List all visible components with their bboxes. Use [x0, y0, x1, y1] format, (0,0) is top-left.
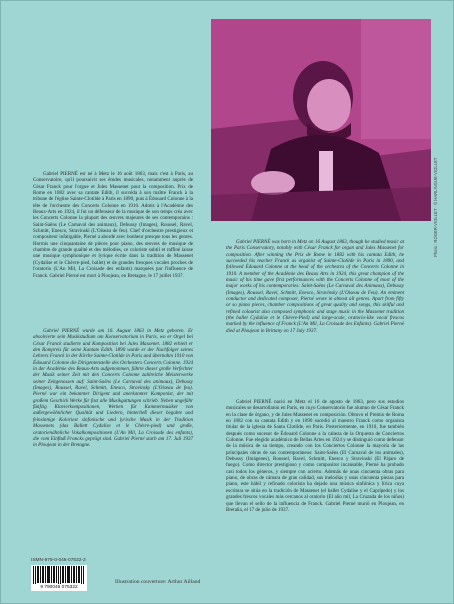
french-biography — [33, 171, 193, 279]
photo-credit-text: Photo : ROGER-VIOLLET · © HARLINGUE-VIOLLET — [433, 157, 438, 257]
barcode-number: 9 790046 075322 — [31, 584, 87, 591]
spanish-biography — [226, 399, 404, 513]
french-paragraph: Gabriel PIERNÉ est né à Metz le 16 août 1863, mais c'est à Paris, au Conservatoire, qu'il poursuivit ses études musicales, notamment auprès de César Franck pour l'orgue et Jules Massenet pour la composition. Prix de Rome en 1882 avec sa cantate Edith, il succéda à son maître Franck à la tribune de l'église Sainte-Clotilde à Paris en 1890, puis à Édouard Colonne à la tête de l'orchestre des Concerts Colonne en 1910. Admis à l'Académie des Beaux-Arts en 1924, il fut un défenseur de la musique de son temps créa avec les Concerts Colonne la plupart des œuvres majeures de ses contemporains : Saint-Saëns (Le Carnaval des animaux), Debussy (Images), Roussel, Ravel, Schmitt, Enesco, Stravinski (L'Oiseau de feu). Chef d'orchestre prestigieux et compositeur infatigable, Pierné a abordé avec bonheur presque tous les genres. Hormis une cinquantaine de pièces pour piano, des œuvres de musique de chambre de grande qualité et des mélodies, ce coloriste subtil et raffiné laisse une musique symphonique et lyrique écrite dans la tradition de Massenet (Cydalise et le Chèvre-pied, ballet) et de grandes fresques vocales proches de l'oratorio (L'An Mil, La Croisade des enfants) marquées par l'influence de Franck. Gabriel Pierné est mort à Ploujean, en Bretagne, le 17 juillet 1937. — [33, 171, 193, 279]
english-paragraph: Gabriel PIERNÉ was born in Metz on 16 August 1863, though he studied music at the Paris Conservatory, notably with César Franck for organ and Jules Massenet for composition. After winning the Prix de Rome in 1882 with his cantata Edith, he succeeded his teacher Franck as organist of Sainte-Clotilde in Paris in 1890, and followed Édouard Colonne at the head of the orchestra of the Concerts Colonne in 1910. A member of the Académie des Beaux Arts in 1924, this great champion of the music of his time gave first performances with the Concerts Colonne of most of the major works of his contemporaries: Saint-Saëns (Le Carnaval des Animaux), Debussy (Images), Roussel, Ravel, Schmitt, Enesco, Stravinsky (L'Oiseau de Feu). An eminent conductor and dedicated composer, Pierné wrote in almost all genres. Apart from fifty or so piano pieces, chamber compositions of great quality and songs, this skilful and refined colourist also composed symphonic and stage music in the Massenet tradition (the ballet Cydalise et le Chèvre-Pied) and large-scale, oratorio-like vocal frescos marked by the influence of Franck (L'An Mil, La Croisade des Enfants). Gabriel Pierné died at Ploujean in Brittany on 17 July 1937. — [226, 239, 404, 334]
illustration-credit: Illustration couverture: Arthur Ailland — [115, 579, 201, 585]
german-paragraph: Gabriel PIERNÉ wurde am 16. August 1863 in Metz geboren. Er absolvierte sein Musikstudium am Konservatorium in Paris, wo er Orgel bei César Franck studierte und Komposition bei Jules Massenet. 1882 erhielt er den Rompreis für seine Kantate Edith. 1890 wurde er der Nachfolger seines Lehrers Franck in der Kirche Sainte-Clotilde in Paris und übernahm 1910 von Édouard Colonne die Dirigentenstelle des Orchesters Concerts Colonne. 1924 in der Académie des Beaux-Arts aufgenommen, führte dieser große Verfechter der Musik seiner Zeit mit den Concerts Colonne zahlreiche Meisterwerke seiner Zeitgenossen auf: Saint-Saëns (Le Carnaval des animaux), Debussy (Images), Roussel, Ravel, Schmitt, Enesco, Stravinsky (L'Oiseau de feu). Pierné war ein bekannter Dirigent und anerkannter Komponist, der mit großem Geschick Werke für fast alle Musikgattungen schrieb. Neben ungefähr fünfzig Klavierkompositionen, Werken für Kammermusiker von außergewöhnlicher Qualität und Liedern, hinterließ dieser begabte und feinsinnige Koloriest sinfonische und lyrische Musik in der Tradition Massenets (das Ballett Cydalise et le Chèvre-pied) und große, oratorienähnliche Vokalkompositionen (L'An Mil, La Croisade des enfants), die vom Einfluß Francks geprägt sind. Gabriel Pierné starb am 17. Juli 1937 in Ploujean in der Bretagne. — [33, 328, 193, 449]
barcode-bars — [33, 566, 85, 586]
spanish-paragraph: Gabriel PIERNÉ nació en Metz el 16 de agosto de 1863, pero sus estudios musicales se desarrollaron en París, en cuyo Conservatorio fue alumno de César Franck en la clase de órgano, y de Jules Massenet en composición. Obtuvo el Premio de Roma en 1882 con su cantata Edith y en 1890 sucedió al maestro Franck como organista titular de la iglesia de Santa Clotilde, en París. Posteriormente, en 1910, fue también después como sucesor de Édouard Colonne a la cabeza de la Orquesta de Conciertos Colonne. Fue elegido académico de Bellas Artes en 1924 y se distinguió como defensor de la música de su tiempo, creando con los Conciertos Colonne la mayoría de las principales obras de sus contemporáneos: Saint-Saëns (El Carnaval de los animales), Debussy (Imágenes), Roussel, Ravel, Schmitt, Enesco y Stravinski (El Pájaro de fuego). Como director prestigioso y como compositor incansable, Pierné ha probado casi todos los géneros, y siempre con acierto. Además de unas cincuenta obras para piano, de obras de cámara de gran calidad, sus melodías y unas cincuenta piezas para piano, este hábil y refinado colorista ha dejado una música sinfónica y lírica cuya escritura se sitúa en la tradición de Massenet (el ballet Cydalise y el Caprípedo) y los grandes frescos vocales más cercanos al oratorio (El año mil, La Cruzada de los niños) que llevan el sello de la influencia de Franck. Gabriel Pierné murió en Ploujean, en Bretaña, el 17 de julio de 1937. — [226, 399, 404, 513]
portrait-illustration — [211, 19, 431, 221]
ismn-code: ISMN-979-0-046-07532-2 — [31, 558, 86, 563]
photo-credit — [433, 85, 443, 257]
portrait-photo — [211, 19, 431, 221]
german-biography — [33, 328, 193, 449]
english-biography — [226, 239, 404, 334]
